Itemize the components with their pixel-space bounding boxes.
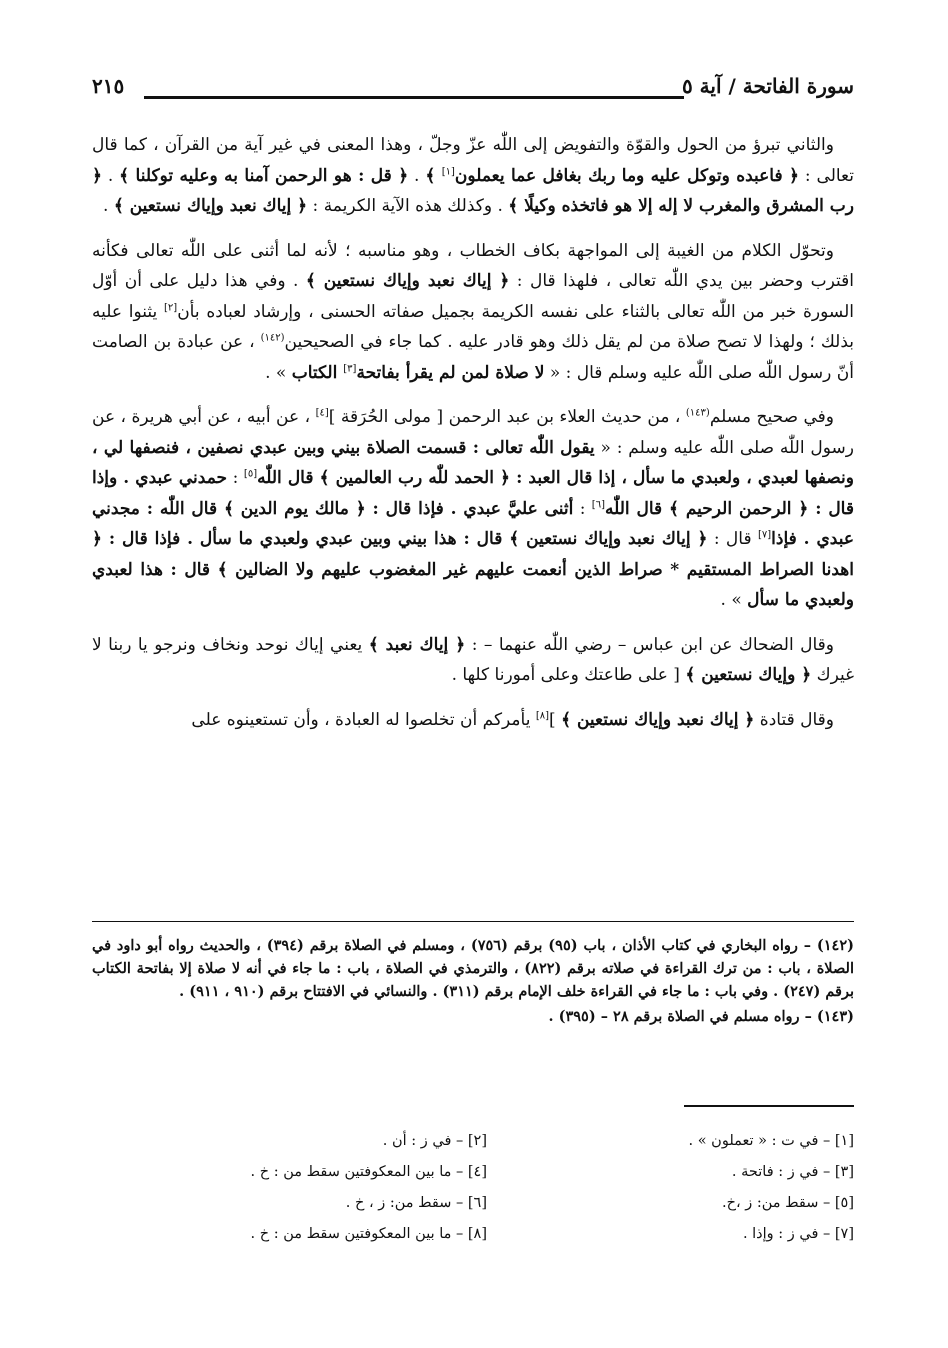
text-run: . [103, 196, 114, 216]
text-run: قال : [707, 529, 758, 549]
reference-marker: [٧] [757, 529, 772, 541]
text-run: وفي صحيح مسلم [709, 407, 834, 427]
text-run: . وفي هذا دليل على أن أوّل السورة خبر من اللّٰه تعالى بالثناء على نفسه الكريمة بجميل صفاته الحسنى ، وإرشاد لعباده بأن [92, 271, 854, 322]
text-run: . [101, 165, 120, 186]
main-text [92, 130, 854, 749]
reference-marker: [٨] [535, 709, 550, 721]
quoted-text: ﴿ قل : هو الرحمن آمنا به وعليه توكلنا ﴾ [119, 165, 409, 186]
paragraph [92, 236, 854, 389]
reference-marker: [٦] [591, 498, 605, 510]
variants-separator [684, 1105, 854, 1107]
reference-marker: [٣] [343, 362, 357, 374]
footnote-142: (١٤٢) – رواه البخاري في كتاب الأذان ، باب (٩٥) برقم (٧٥٦) ، ومسلم في الصلاة برقم (٣٩٤) ، والحديث رواه أبو داود في الصلاة ، باب : من ترك القراءة في صلاته برقم (٨٢٢) ، والترمذي في الصلاة ، باب : ما جاء في أنه لا صلاة إلا بفاتحة الكتاب برقم (٢٤٧) . وفي باب : ما جاء في القراءة خلف الإمام برقم (٣١١) . والنسائي في الافتتاح برقم (٩١٠ ، ٩١١) . [92, 937, 854, 1000]
variant-note: [٣] – في ز : فاتحة . [731, 1164, 854, 1180]
text-run: وقال الضحاك عن ابن عباس – رضي اللّٰه عنهما – : [465, 634, 835, 655]
quoted-text: لا صلاة لمن لم يقرأ بفاتحة [356, 362, 545, 383]
variant-note: [٦] – سقط من: ز ، خ . [345, 1195, 487, 1211]
text-run: » . [720, 590, 748, 610]
text-run: والثاني تبرؤ من الحول والقوّة والتفويض إلى اللّٰه عزّ وجلّ ، وهذا المعنى في غير آية من القرآن ، كما قال تعالى : [92, 135, 854, 186]
text-run: . وكذلك هذه الآية الكريمة : [307, 196, 509, 216]
header-rule [144, 96, 684, 99]
text-run: يعني إياك نوحد ونخاف ونرجو يا ربنا لا غيرك [92, 634, 854, 685]
variant-note: [٥] – سقط من: ز ،خ. [721, 1195, 854, 1211]
text-run: يأمركم أن تخلصوا له العبادة ، وأن تستعينوه على [191, 709, 536, 730]
quoted-text: يقول اللّٰه تعالى : قسمت الصلاة بيني وبين عبدي نصفين ، فنصفها لي ، ونصفها لعبدي ، ولعبدي ما سأل ، إذا قال العبد : ﴿ الحمد للّٰه رب العالمين ﴾ قال اللّٰه [92, 437, 854, 488]
paragraph [92, 130, 854, 222]
text-run: ، عن عبادة بن الصامت أنّ رسول اللّٰه صلى اللّٰه عليه وسلم قال : « [92, 332, 854, 383]
text-run: يثنوا عليه بذلك ؛ ولهذا لا تصح صلاة من لم يقل ذلك وهو قادر عليه . كما جاء في الصحيحين [92, 301, 854, 352]
quoted-text: أثنى عليَّ عبدي . فإذا قال : ﴿ مالك يوم الدين ﴾ قال اللّٰه : مجدني عبدي . فإذا [92, 498, 854, 549]
footnote-143: (١٤٣) – رواه مسلم في الصلاة برقم ٢٨ – (٣٩٥) . [548, 1008, 854, 1025]
quoted-text: ﴿ فاعبده وتوكل عليه وما ربك بغافل عما يعملون [454, 165, 799, 186]
quoted-text: ﴿ إياك نعبد وإياك نستعين ﴾ [113, 196, 308, 216]
paragraph [92, 705, 854, 736]
quoted-text: ﴿ رب المشرق والمغرب لا إله إلا هو فاتخذه وكيلًا ﴾ [92, 165, 854, 216]
quoted-text: الكتاب [291, 362, 344, 383]
running-title: سورة الفاتحة / آية ٥ [681, 74, 854, 98]
text-run: وقال قتادة [754, 709, 834, 730]
quoted-text: ﴿ وإياك نستعين ﴾ [685, 665, 812, 685]
quoted-text: ﴿ إياك نعبد ﴾ [368, 634, 466, 655]
text-run: ] [549, 709, 562, 730]
variant-note: [٢] – في ز : أن . [382, 1133, 487, 1149]
paragraph [92, 630, 854, 691]
quoted-text: ﴿ إياك نعبد وإياك نستعين ﴾ [305, 271, 510, 291]
variant-note: [٤] – ما بين المعكوفتين سقط من : خ . [250, 1164, 487, 1180]
variant-note: [٨] – ما بين المعكوفتين سقط من : خ . [250, 1226, 487, 1242]
variant-note: [١] – في ت : « تعملون » . [688, 1133, 854, 1149]
text-run: [ على طاعتك وعلى أمورنا كلها . [451, 665, 686, 685]
footnote-separator [92, 921, 854, 922]
quoted-text: ﴿ إياك نعبد وإياك نستعين ﴾ قال : هذا بيني وبين عبدي ولعبدي ما سأل . فإذا قال : ﴿ اهدنا الصراط المستقيم * صراط الذين أنعمت عليهم غير المغضوب عليهم ولا الضالين ﴾ قال : هذا لعبدي ولعبدي ما سأل [92, 529, 854, 610]
reference-marker: [٢] [164, 301, 178, 313]
variant-note: [٧] – في ز : وإذا . [742, 1226, 854, 1242]
text-run: : [573, 498, 592, 519]
reference-marker: [٤] [315, 407, 329, 419]
footnotes [92, 934, 854, 1028]
quoted-text: ﴿ إياك نعبد وإياك نستعين ﴾ [561, 709, 755, 730]
quoted-text: ﴾ [425, 165, 442, 186]
reference-marker: (١٤٣) [685, 407, 710, 419]
reference-marker: [١] [441, 165, 455, 177]
quoted-text: حمدني عبدي . وإذا قال : ﴿ الرحمن الرحيم ﴾ قال اللّٰه [92, 468, 854, 519]
text-run: وتحوّل الكلام من الغيبة إلى المواجهة بكاف الخطاب ، وهو مناسبه ؛ لأنه لما أثنى على اللّٰه تعالى فكأنه اقترب وحضر بين يدي اللّٰه تعالى ، فلهذا قال : [92, 240, 854, 291]
text-run: : [227, 468, 244, 488]
reference-marker: [٥] [243, 468, 258, 480]
text-run: ، من حديث العلاء بن عبد الرحمن [ مولى الحُرَقة ] [328, 407, 686, 427]
reference-marker: (١٤٢) [260, 332, 285, 344]
paragraph [92, 402, 854, 616]
text-run: » . [265, 362, 292, 383]
page-header [92, 74, 854, 110]
page-number: ٢١٥ [92, 74, 125, 98]
manuscript-variants [160, 1126, 854, 1250]
text-run: . [408, 165, 426, 186]
text-run: ، عن أبيه ، عن أبي هريرة ، عن رسول اللّٰه صلى اللّٰه عليه وسلم : « [92, 407, 854, 458]
